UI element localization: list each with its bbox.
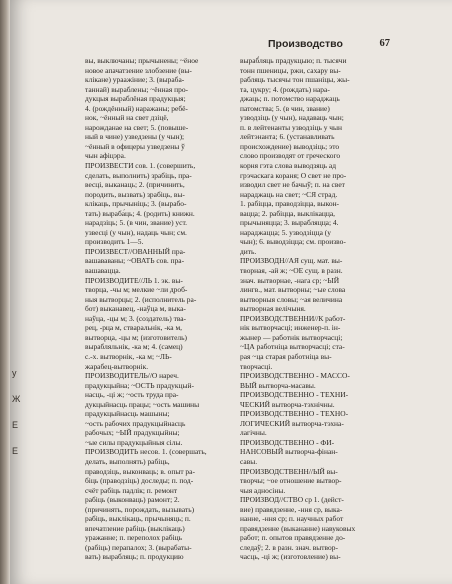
text-line: ПРОИЗВОДСТВЕННИ//К работ- — [240, 313, 346, 323]
text-line: клікане) ураажіние; 3. (выраба- — [85, 75, 185, 85]
text-line: уражанне; п. переполох рабіць — [85, 533, 183, 543]
book-gutter — [0, 0, 10, 584]
text-line: рабляць тысячы тон пшаніцы, жы- — [240, 75, 350, 85]
text-line: ПРОИЗВОДН//АЯ сущ. мат. вы- — [240, 256, 343, 266]
text-line: слово производят от греческого — [240, 151, 341, 161]
text-line: п. в лейтенанты узводзіць у чын — [240, 122, 343, 132]
text-line: дить. — [240, 246, 257, 256]
text-line: ПРОИЗВЕСТ//ОВАННЫЙ пра- — [85, 246, 186, 256]
text-line: вытворная велічыня. — [240, 304, 306, 314]
text-line: чын); 6. выводзіцца; см. произво- — [240, 237, 346, 247]
text-line: вать) вырабляць; п. продукцию — [85, 552, 184, 562]
text-line: ПРОИЗВОДИТЕЛЬ//О нареч. — [85, 371, 179, 381]
page-edge-marks — [12, 360, 20, 464]
text-line: узводзіць (у чын), надаваць чын; — [240, 113, 344, 123]
text-line: новое апачатзение злобзение (вы- — [85, 65, 192, 75]
text-line: насць, -ці ж; ~ость труда пра- — [85, 390, 179, 400]
text-line: 1. рабіцца, праводзіцца, выкон- — [240, 199, 340, 209]
text-line: счёт рабіць падлік; п. ремонт — [85, 485, 178, 495]
text-line: ЧЕСКИЙ вытворча-тэхнічны. — [240, 399, 335, 409]
text-line: (рабіць) перапалох; 3. (вырабаты- — [85, 542, 192, 552]
text-line: рая ~ца старая работніца вы- — [240, 351, 332, 361]
text-line: вашавацца. — [85, 266, 121, 276]
text-line: лингв., мат. вытворны; ~ые слова — [240, 285, 346, 295]
text-line: біць (праводзіць) доследы; п. под- — [85, 476, 194, 486]
text-line: ~ЦА работніца вытворчасці; ста- — [240, 342, 345, 352]
text-line: ныя вытворцы; 2. (исполнитель ра- — [85, 294, 197, 304]
text-line: ВЫЙ вытворча-масавы. — [240, 380, 316, 390]
text-line: часць, -ці ж; (изготовление) вы- — [240, 552, 341, 562]
text-line: ный в чине) узведзены (у чын); — [85, 132, 185, 142]
edge-letter: Е — [12, 420, 19, 430]
text-line: ПРОИЗВОДСТВЕННО - ТЕХНО- — [240, 409, 349, 419]
text-line: ПРОИЗВОДСТВЕНН//ЫЙ вы- — [240, 466, 338, 476]
text-line: савы. — [240, 456, 258, 466]
text-line: корня гэта слова выводзяць ад — [240, 161, 337, 171]
text-line: ПРОИЗВОДСТВЕННО - ТЕХНИ- — [240, 390, 349, 400]
text-line: ПРОИЗВОДСТВЕННО - ФИ- — [240, 437, 335, 447]
text-line: тонн пшеницы, ржи, сахару вы- — [240, 65, 341, 75]
text-line: рабочых; ~ЫЙ прадукцыйны; — [85, 428, 180, 438]
text-line: (причинять, порождать, вызывать) — [85, 504, 195, 514]
text-line: правядзенне (выкананне) навуковых — [240, 523, 356, 533]
text-line: лагічны. — [240, 428, 267, 438]
text-line: ПРОИЗВОДИТЕ//ЛЬ 1. эк. вы- — [85, 275, 183, 285]
text-line: прадукцыйнасць машыны; — [85, 409, 170, 419]
text-line: таннай) выраблены; ~ённая про- — [85, 84, 189, 94]
text-line: патомства; 5. (в чин, звание) — [240, 103, 330, 113]
text-line: творца, -чы м; мелкие ~ли дроб- — [85, 285, 188, 295]
text-line: ~ённый в офицеры узведзены ў — [85, 141, 185, 151]
text-line: творчасці. — [240, 361, 273, 371]
text-line: нарожданае на свет; 5. (повыше- — [85, 122, 189, 132]
text-line: нік вытворчасці; инженер-п. ін- — [240, 323, 341, 333]
text-line: ПРОИЗВОДИТЬ несов. 1. (совершать, — [85, 447, 207, 457]
text-line: с.-х. вытворнік, -ка м; ~ЛЬ- — [85, 351, 172, 361]
text-line: вашававаны; ~ОВАТЬ сов. пра- — [85, 256, 185, 266]
text-line: прадукцыйна; ~ОСТЬ прадукцый- — [85, 380, 194, 390]
text-line: породить, вызвать) зрабіць, вы- — [85, 189, 185, 199]
text-line: лейтэнанта; 6. (устанавливать — [240, 132, 335, 142]
text-line: тать) выраба́ць; 4. (родить) книжн. — [85, 208, 195, 218]
text-line: делать, выполнять) рабіць, — [85, 456, 170, 466]
text-line: творчы; ~ое отношение вытвор- — [240, 476, 342, 486]
text-line: впечатление рабіць (выклікаць) — [85, 523, 185, 533]
text-line: 4. (рождённый) наражаны; ребё- — [85, 103, 188, 113]
text-line: прычыняцца; 3. вырабляцца; 4. — [240, 218, 339, 228]
text-line: сделать, выполнить) зрабіць, пра- — [85, 170, 192, 180]
text-line: нарадзіць; 5. (в чин, звание) уст. — [85, 218, 188, 228]
text-line: нок, ~ённый на свет дзіцё, — [85, 113, 169, 123]
text-line: клікаць, прычыніць; 3. (вырабо- — [85, 199, 187, 209]
text-line: наўца, -цы м; 3. (создатель) тва- — [85, 313, 187, 323]
text-line: вие) правядзенне, -ння ср, выка- — [240, 504, 343, 514]
text-line: знач. вытворнае, -нага ср; ~ЫЙ — [240, 275, 340, 285]
edge-letter: Ж — [12, 394, 21, 404]
text-line: жынер — работнік вытворчасці; — [240, 332, 343, 342]
text-line: чын афіцэра. — [85, 151, 126, 161]
text-line: следаў; 2. в разн. знач. вытвор- — [240, 542, 338, 552]
text-line: джаць; п. потомство нараджаць — [240, 94, 340, 104]
text-line: ~ость рабочих прадукцыйнасць — [85, 418, 186, 428]
text-line: ПРОИЗВОД//СТВО ср 1. (дейст- — [240, 495, 344, 505]
text-line: ~ые силы прадукцыйныя сілы. — [85, 437, 183, 447]
text-line: бот) выканавец, -наўца м, выка- — [85, 304, 186, 314]
text-line: производить 1—5. — [85, 237, 144, 247]
text-line: ПРОИЗВОДСТВЕННО - МАССО- — [240, 371, 350, 381]
text-line: ЛОГИЧЕСКИЙ вытворча-тэхна- — [240, 418, 344, 428]
text-line: узвесці (у чын), надаць чын; см. — [85, 227, 187, 237]
text-line: НАНСОВЫЙ вытворча-фінан- — [240, 447, 338, 457]
text-line: работ; п. опытов правядзенне до- — [240, 533, 346, 543]
text-line: рабіць, выклікаць, прычыняць; п. — [85, 514, 191, 524]
text-line: весці, выканаць; 2. (причинить, — [85, 180, 185, 190]
text-line: дукцыя выраблёная прадукцыя; — [85, 94, 186, 104]
text-line: нараджацца; 5. узводзіцца (у — [240, 227, 331, 237]
text-line: творная, -ай ж; ~ОЕ сущ. в разн. — [240, 266, 343, 276]
header-word: Производство — [268, 38, 343, 50]
page-number: 67 — [379, 38, 390, 49]
right-column — [240, 56, 380, 562]
running-header — [268, 38, 390, 50]
text-line: нанне, -ння ср; п. научных работ — [240, 514, 344, 524]
text-line: та, цукру; 4. (рождать) нара- — [240, 84, 330, 94]
text-line: чыя адносіны. — [240, 485, 286, 495]
text-line: вытворныя словы; ~ая величина — [240, 294, 343, 304]
text-line: вытворца, -цы м; (изготовитель) — [85, 332, 187, 342]
text-line: изводил свет не бачыў; п. на свет — [240, 180, 345, 190]
text-line: жарабец-вытворнік. — [85, 361, 149, 371]
text-line: грэчаскага кораня; О свет не про- — [240, 170, 347, 180]
text-line: выраб́ляць прадукцыю; п. тысячи — [240, 56, 347, 65]
text-line: рабіць (выконваць) рамонт; 2. — [85, 495, 180, 505]
edge-letter: у — [12, 368, 17, 378]
text-line: нараджаць на свет; ~СЯ страд. — [240, 189, 338, 199]
text-line: происхождение) выводзіць; это — [240, 141, 340, 151]
text-line: дукцыйнасць працы; ~ость машины — [85, 399, 200, 409]
text-line: вырабляльнік, -ка м; 4. (самец) — [85, 342, 183, 352]
text-line: праводзіць, выконваць; в. опыт ра- — [85, 466, 195, 476]
text-line: вы, выключаны; прычынены; ~ёное — [85, 56, 199, 65]
left-column — [85, 56, 233, 562]
text-line: рец, -рца м, стваральнік, -ка м, — [85, 323, 183, 333]
text-line: вацца; 2. рабіцца, выклікацца, — [240, 208, 336, 218]
text-line: ПРОИЗВЕСТИ сов. 1. (совершить, — [85, 161, 196, 171]
edge-letter: Е — [12, 446, 19, 456]
